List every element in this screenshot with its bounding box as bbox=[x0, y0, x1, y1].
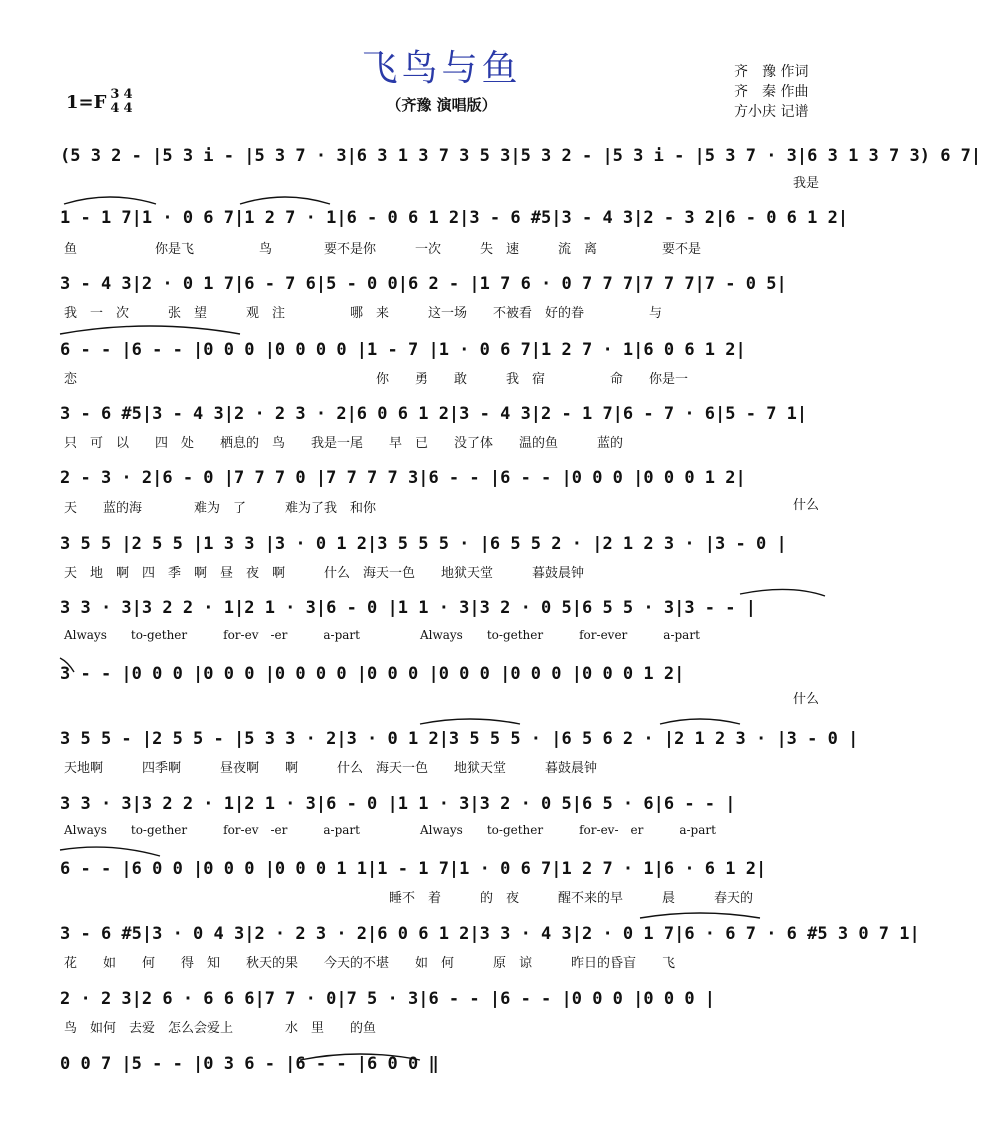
notation-row-12: 6 - - |6 0 0 |0 0 0 |0 0 0 1 1|1 - 1 7|1 · 0 6 7|1 2 7 · 1|6 · 6 1 2| bbox=[60, 859, 767, 879]
time-signature-2: 4 4 bbox=[123, 87, 133, 116]
lyrics-row-8: Always to-gether for-ev -er a-part Always to-gether for-ever a-part bbox=[64, 628, 700, 642]
lyrics-row-10: 天地啊 四季啊 昼夜啊 啊 什么 海天一色 地狱天堂 暮鼓晨钟 bbox=[64, 761, 598, 776]
slur-8 bbox=[60, 847, 160, 856]
key-signature bbox=[66, 88, 132, 116]
lyrics-row-5: 只 可 以 四 处 栖息的 鸟 我是一尾 早 已 没了体 温的鱼 蓝的 bbox=[64, 436, 624, 451]
notation-row-10: 3 5 5 - |2 5 5 - |5 3 3 · 2|3 · 0 1 2|3 5 5 5 · |6 5 6 2 · |2 1 2 3 · |3 - 0 | bbox=[60, 729, 859, 749]
notation-row-2: 1 - 1 7|1 · 0 6 7|1 2 7 · 1|6 - 0 6 1 2|3 - 6 #5|3 - 4 3|2 - 3 2|6 - 0 6 1 2| bbox=[60, 208, 849, 228]
song-subtitle: （齐豫 演唱版） bbox=[386, 96, 497, 114]
notation-row-11: 3 3 · 3|3 2 2 · 1|2 1 · 3|6 - 0 |1 1 · 3|3 2 · 0 5|6 5 · 6|6 - - | bbox=[60, 794, 736, 814]
slur-9 bbox=[640, 913, 760, 918]
notation-row-4: 6 - - |6 - - |0 0 0 |0 0 0 0 |1 - 7 |1 · 0 6 7|1 2 7 · 1|6 0 6 1 2| bbox=[60, 340, 746, 360]
notation-row-6: 2 - 3 · 2|6 - 0 |7 7 7 0 |7 7 7 7 3|6 - - |6 - - |0 0 0 |0 0 0 1 2| bbox=[60, 468, 746, 488]
slur-6 bbox=[740, 589, 825, 596]
notation-row-9: 3 - - |0 0 0 |0 0 0 |0 0 0 0 |0 0 0 |0 0 0 |0 0 0 |0 0 0 1 2| bbox=[60, 664, 685, 684]
notation-row-14: 2 · 2 3|2 6 · 6 6 6|7 7 · 0|7 5 · 3|6 - - |6 - - |0 0 0 |0 0 0 | bbox=[60, 989, 716, 1009]
slur-4 bbox=[420, 719, 520, 724]
time-signature-1: 3 4 bbox=[110, 87, 120, 116]
notation-row-7: 3 5 5 |2 5 5 |1 3 3 |3 · 0 1 2|3 5 5 5 · |6 5 5 2 · |2 1 2 3 · |3 - 0 | bbox=[60, 534, 787, 554]
slur-5 bbox=[660, 719, 740, 724]
lyrics-row-3: 我 一 次 张 望 观 注 哪 来 这一场 不被看 好的眷 与 bbox=[64, 306, 663, 321]
lyrics-row-7: 天 地 啊 四 季 啊 昼 夜 啊 什么 海天一色 地狱天堂 暮鼓晨钟 bbox=[64, 566, 585, 581]
lyrics-row-2: 鱼 你是飞 鸟 要不是你 一次 失 速 流 离 要不是 bbox=[64, 242, 702, 257]
key-label: 1=F bbox=[66, 91, 107, 113]
slur-3 bbox=[60, 326, 240, 334]
credits bbox=[734, 62, 808, 122]
pickup-lyric-1: 我是 bbox=[792, 176, 819, 191]
notation-row-1: (5 3 2 - |5 3 i - |5 3 7 · 3|6 3 1 3 7 3 5 3|5 3 2 - |5 3 i - |5 3 7 · 3|6 3 1 3 7 3) 6 7| bbox=[60, 146, 981, 166]
notation-row-13: 3 - 6 #5|3 · 0 4 3|2 · 2 3 · 2|6 0 6 1 2|3 3 · 4 3|2 · 0 1 7|6 · 6 7 · 6 #5 3 0 7 1| bbox=[60, 924, 920, 944]
lyrics-row-13: 花 如 何 得 知 秋天的果 今天的不堪 如 何 原 谅 昨日的昏盲 飞 bbox=[64, 956, 676, 971]
slur-2 bbox=[240, 197, 330, 204]
lyrics-row-6: 天 蓝的海 难为 了 难为了我 和你 bbox=[64, 501, 377, 516]
notation-row-5: 3 - 6 #5|3 - 4 3|2 · 2 3 · 2|6 0 6 1 2|3 - 4 3|2 - 1 7|6 - 7 · 6|5 - 7 1| bbox=[60, 404, 808, 424]
transcriber-credit: 方小庆 记谱 bbox=[734, 104, 809, 120]
lyrics-row-4: 恋 你 勇 敢 我 宿 命 你是一 bbox=[64, 372, 689, 387]
notation-row-3: 3 - 4 3|2 · 0 1 7|6 - 7 6|5 - 0 0|6 2 - |1 7 6 · 0 7 7 7|7 7 7|7 - 0 5| bbox=[60, 274, 787, 294]
lyrics-row-12: 睡不 着 的 夜 醒不来的早 晨 春天的 bbox=[64, 891, 754, 906]
song-title: 飞鸟与鱼 bbox=[361, 48, 522, 89]
pickup-lyric-6: 什么 bbox=[792, 498, 819, 513]
notation-row-8: 3 3 · 3|3 2 2 · 1|2 1 · 3|6 - 0 |1 1 · 3|3 2 · 0 5|6 5 5 · 3|3 - - | bbox=[60, 598, 756, 618]
lyrics-row-14: 鸟 如何 去爱 怎么会爱上 水 里 的鱼 bbox=[64, 1021, 377, 1036]
lyrics-row-11: Always to-gether for-ev -er a-part Always to-gether for-ev- er a-part bbox=[64, 823, 716, 837]
lyricist-credit: 齐 豫 作词 bbox=[734, 64, 809, 80]
notation-row-15: 0 0 7 |5 - - |0 3 6 - |6 - - |6 0 0 ‖ bbox=[60, 1054, 439, 1074]
pickup-lyric-9: 什么 bbox=[792, 692, 819, 707]
slur-1 bbox=[64, 197, 156, 204]
composer-credit: 齐 秦 作曲 bbox=[734, 84, 809, 100]
